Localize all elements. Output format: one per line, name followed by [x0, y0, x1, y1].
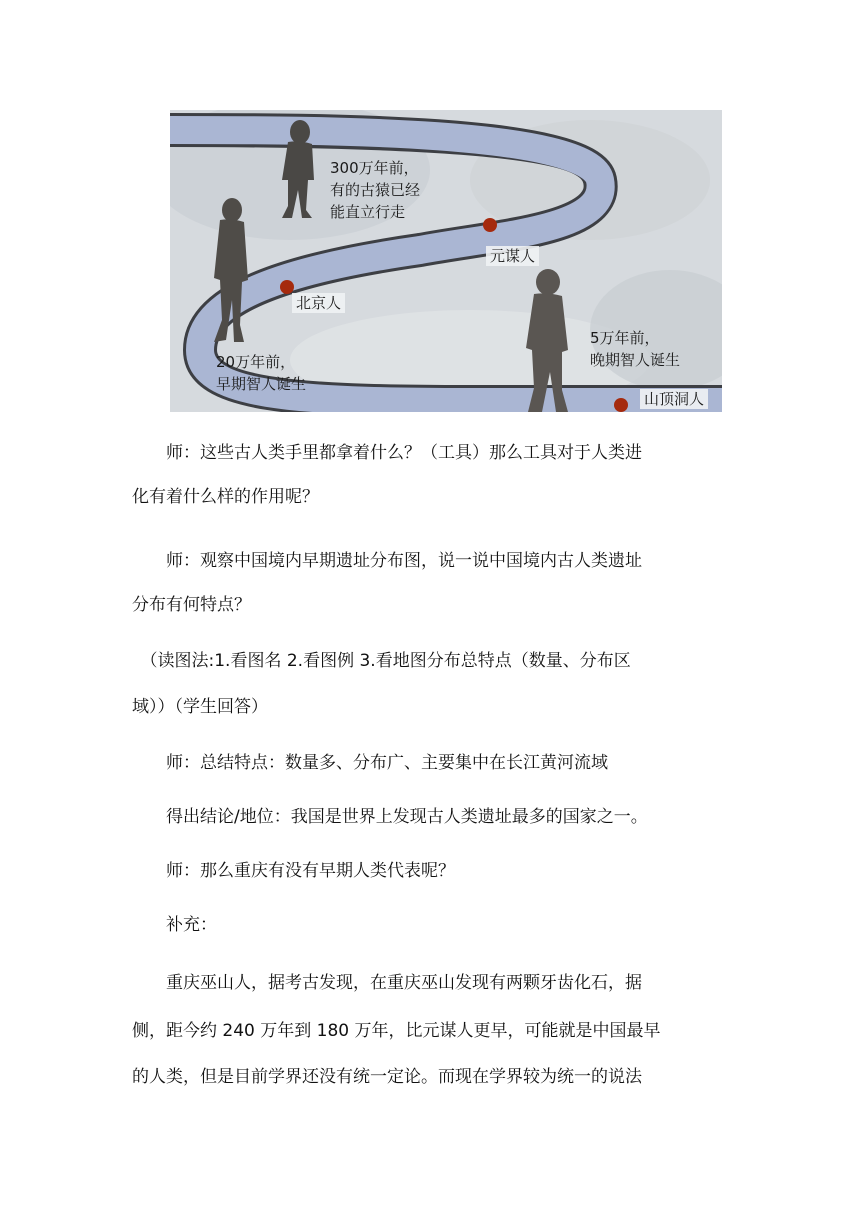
paragraph-line: 化有着什么样的作用呢？: [132, 487, 319, 507]
label-yuanmou: 元谋人: [486, 246, 539, 266]
label-50k-years-line2: 晚期智人诞生: [590, 351, 681, 369]
paragraph-line: 侧，距今约 240 万年到 180 万年，比元谋人更早，可能就是中国最早: [132, 1021, 661, 1041]
paragraph-line: 师：观察中国境内早期遗址分布图，说一说中国境内古人类遗址: [132, 551, 642, 571]
yuanmou-marker: [483, 218, 497, 232]
paragraph-line: 域））（学生回答）: [132, 697, 268, 717]
shanding-marker: [614, 398, 628, 412]
beijing-marker: [280, 280, 294, 294]
paragraph-line: 补充：: [132, 915, 217, 935]
label-50k-years: 5万年前，: [590, 329, 660, 347]
human-evolution-figure: [170, 110, 722, 412]
paragraph-line: 重庆巫山人，据考古发现，在重庆巫山发现有两颗牙齿化石，据: [132, 973, 642, 993]
paragraph-line: 的人类，但是目前学界还没有统一定论。而现在学界较为统一的说法: [132, 1067, 642, 1087]
paragraph-line: 师：总结特点：数量多、分布广、主要集中在长江黄河流域: [132, 753, 608, 773]
paragraph-line: 得出结论/地位：我国是世界上发现古人类遗址最多的国家之一。: [132, 807, 648, 827]
label-3m-years-line3: 能直立行走: [330, 203, 406, 221]
label-200k-years-line2: 早期智人诞生: [216, 375, 307, 393]
label-200k-years: 20万年前，: [216, 353, 296, 371]
paragraph-line: 师：那么重庆有没有早期人类代表呢？: [132, 861, 455, 881]
label-3m-years: 300万年前，: [330, 159, 419, 177]
label-beijing: 北京人: [292, 293, 345, 313]
label-3m-years-line2: 有的古猿已经: [330, 181, 421, 199]
paragraph-line: （读图法:1.看图名 2.看图例 3.看地图分布总特点（数量、分布区: [132, 651, 631, 671]
label-shanding: 山顶洞人: [640, 389, 708, 409]
paragraph-line: 师：这些古人类手里都拿着什么？（工具）那么工具对于人类进: [132, 443, 642, 463]
paragraph-line: 分布有何特点？: [132, 595, 251, 615]
